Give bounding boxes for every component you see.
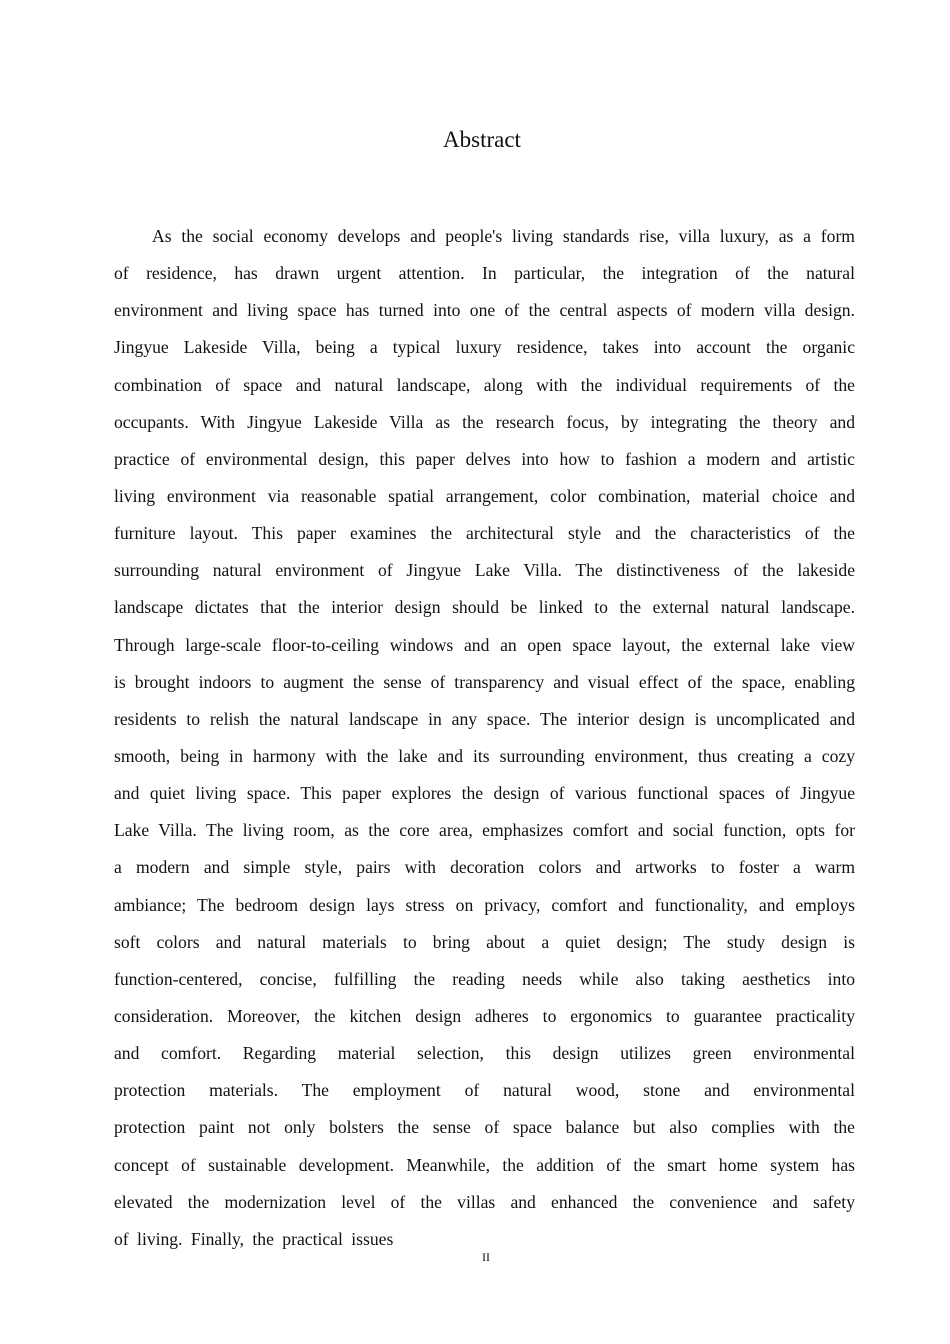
abstract-line: protection paint not only bolsters the sense of space balance but also complies with the	[114, 1117, 855, 1138]
abstract-line: landscape dictates that the interior design should be linked to the external natural landscape.	[114, 597, 855, 618]
abstract-line: environment and living space has turned into one of the central aspects of modern villa design.	[114, 300, 855, 321]
abstract-line: ambiance; The bedroom design lays stress on privacy, comfort and functionality, and employs	[114, 894, 855, 915]
abstract-line: Lake Villa. The living room, as the core area, emphasizes comfort and social function, opts for	[114, 820, 855, 841]
abstract-line: practice of environmental design, this paper delves into how to fashion a modern and artistic	[114, 448, 855, 469]
abstract-line: function-centered, concise, fulfilling the reading needs while also taking aesthetics into	[114, 968, 855, 989]
abstract-line: As the social economy develops and people's living standards rise, villa luxury, as a form	[152, 226, 855, 246]
page-title: Abstract	[443, 127, 521, 152]
abstract-line: surrounding natural environment of Jingyue Lake Villa. The distinctiveness of the lakeside	[114, 560, 855, 581]
abstract-line: living environment via reasonable spatial arrangement, color combination, material choice and	[114, 485, 855, 506]
abstract-line: soft colors and natural materials to bring about a quiet design; The study design is	[114, 931, 855, 952]
abstract-line: a modern and simple style, pairs with decoration colors and artworks to foster a warm	[114, 857, 855, 878]
abstract-line: and quiet living space. This paper explores the design of various functional spaces of Jingyue	[114, 783, 855, 804]
abstract-line: smooth, being in harmony with the lake and its surrounding environment, thus creating a cozy	[114, 745, 855, 766]
abstract-line: Through large-scale floor-to-ceiling windows and an open space layout, the external lake view	[114, 634, 855, 655]
abstract-line: Jingyue Lakeside Villa, being a typical luxury residence, takes into account the organic	[114, 337, 855, 358]
abstract-line: furniture layout. This paper examines the architectural style and the characteristics of the	[114, 523, 855, 544]
abstract-line: of residence, has drawn urgent attention. In particular, the integration of the natural	[114, 263, 855, 284]
abstract-body	[114, 218, 855, 1258]
page-number: II	[482, 1250, 490, 1264]
abstract-line: combination of space and natural landscape, along with the individual requirements of the	[114, 374, 855, 395]
abstract-line: residents to relish the natural landscape in any space. The interior design is uncomplicated and	[114, 708, 855, 729]
abstract-line: consideration. Moreover, the kitchen design adheres to ergonomics to guarantee practicality	[114, 1005, 855, 1026]
abstract-line: protection materials. The employment of natural wood, stone and environmental	[114, 1080, 855, 1101]
abstract-line: concept of sustainable development. Meanwhile, the addition of the smart home system has	[114, 1154, 855, 1175]
abstract-line: is brought indoors to augment the sense of transparency and visual effect of the space, enabling	[114, 671, 855, 692]
abstract-line: of living. Finally, the practical issues	[114, 1228, 394, 1249]
abstract-line: occupants. With Jingyue Lakeside Villa as the research focus, by integrating the theory and	[114, 411, 855, 432]
abstract-line: and comfort. Regarding material selection, this design utilizes green environmental	[114, 1043, 855, 1064]
abstract-line: elevated the modernization level of the villas and enhanced the convenience and safety	[114, 1191, 855, 1212]
